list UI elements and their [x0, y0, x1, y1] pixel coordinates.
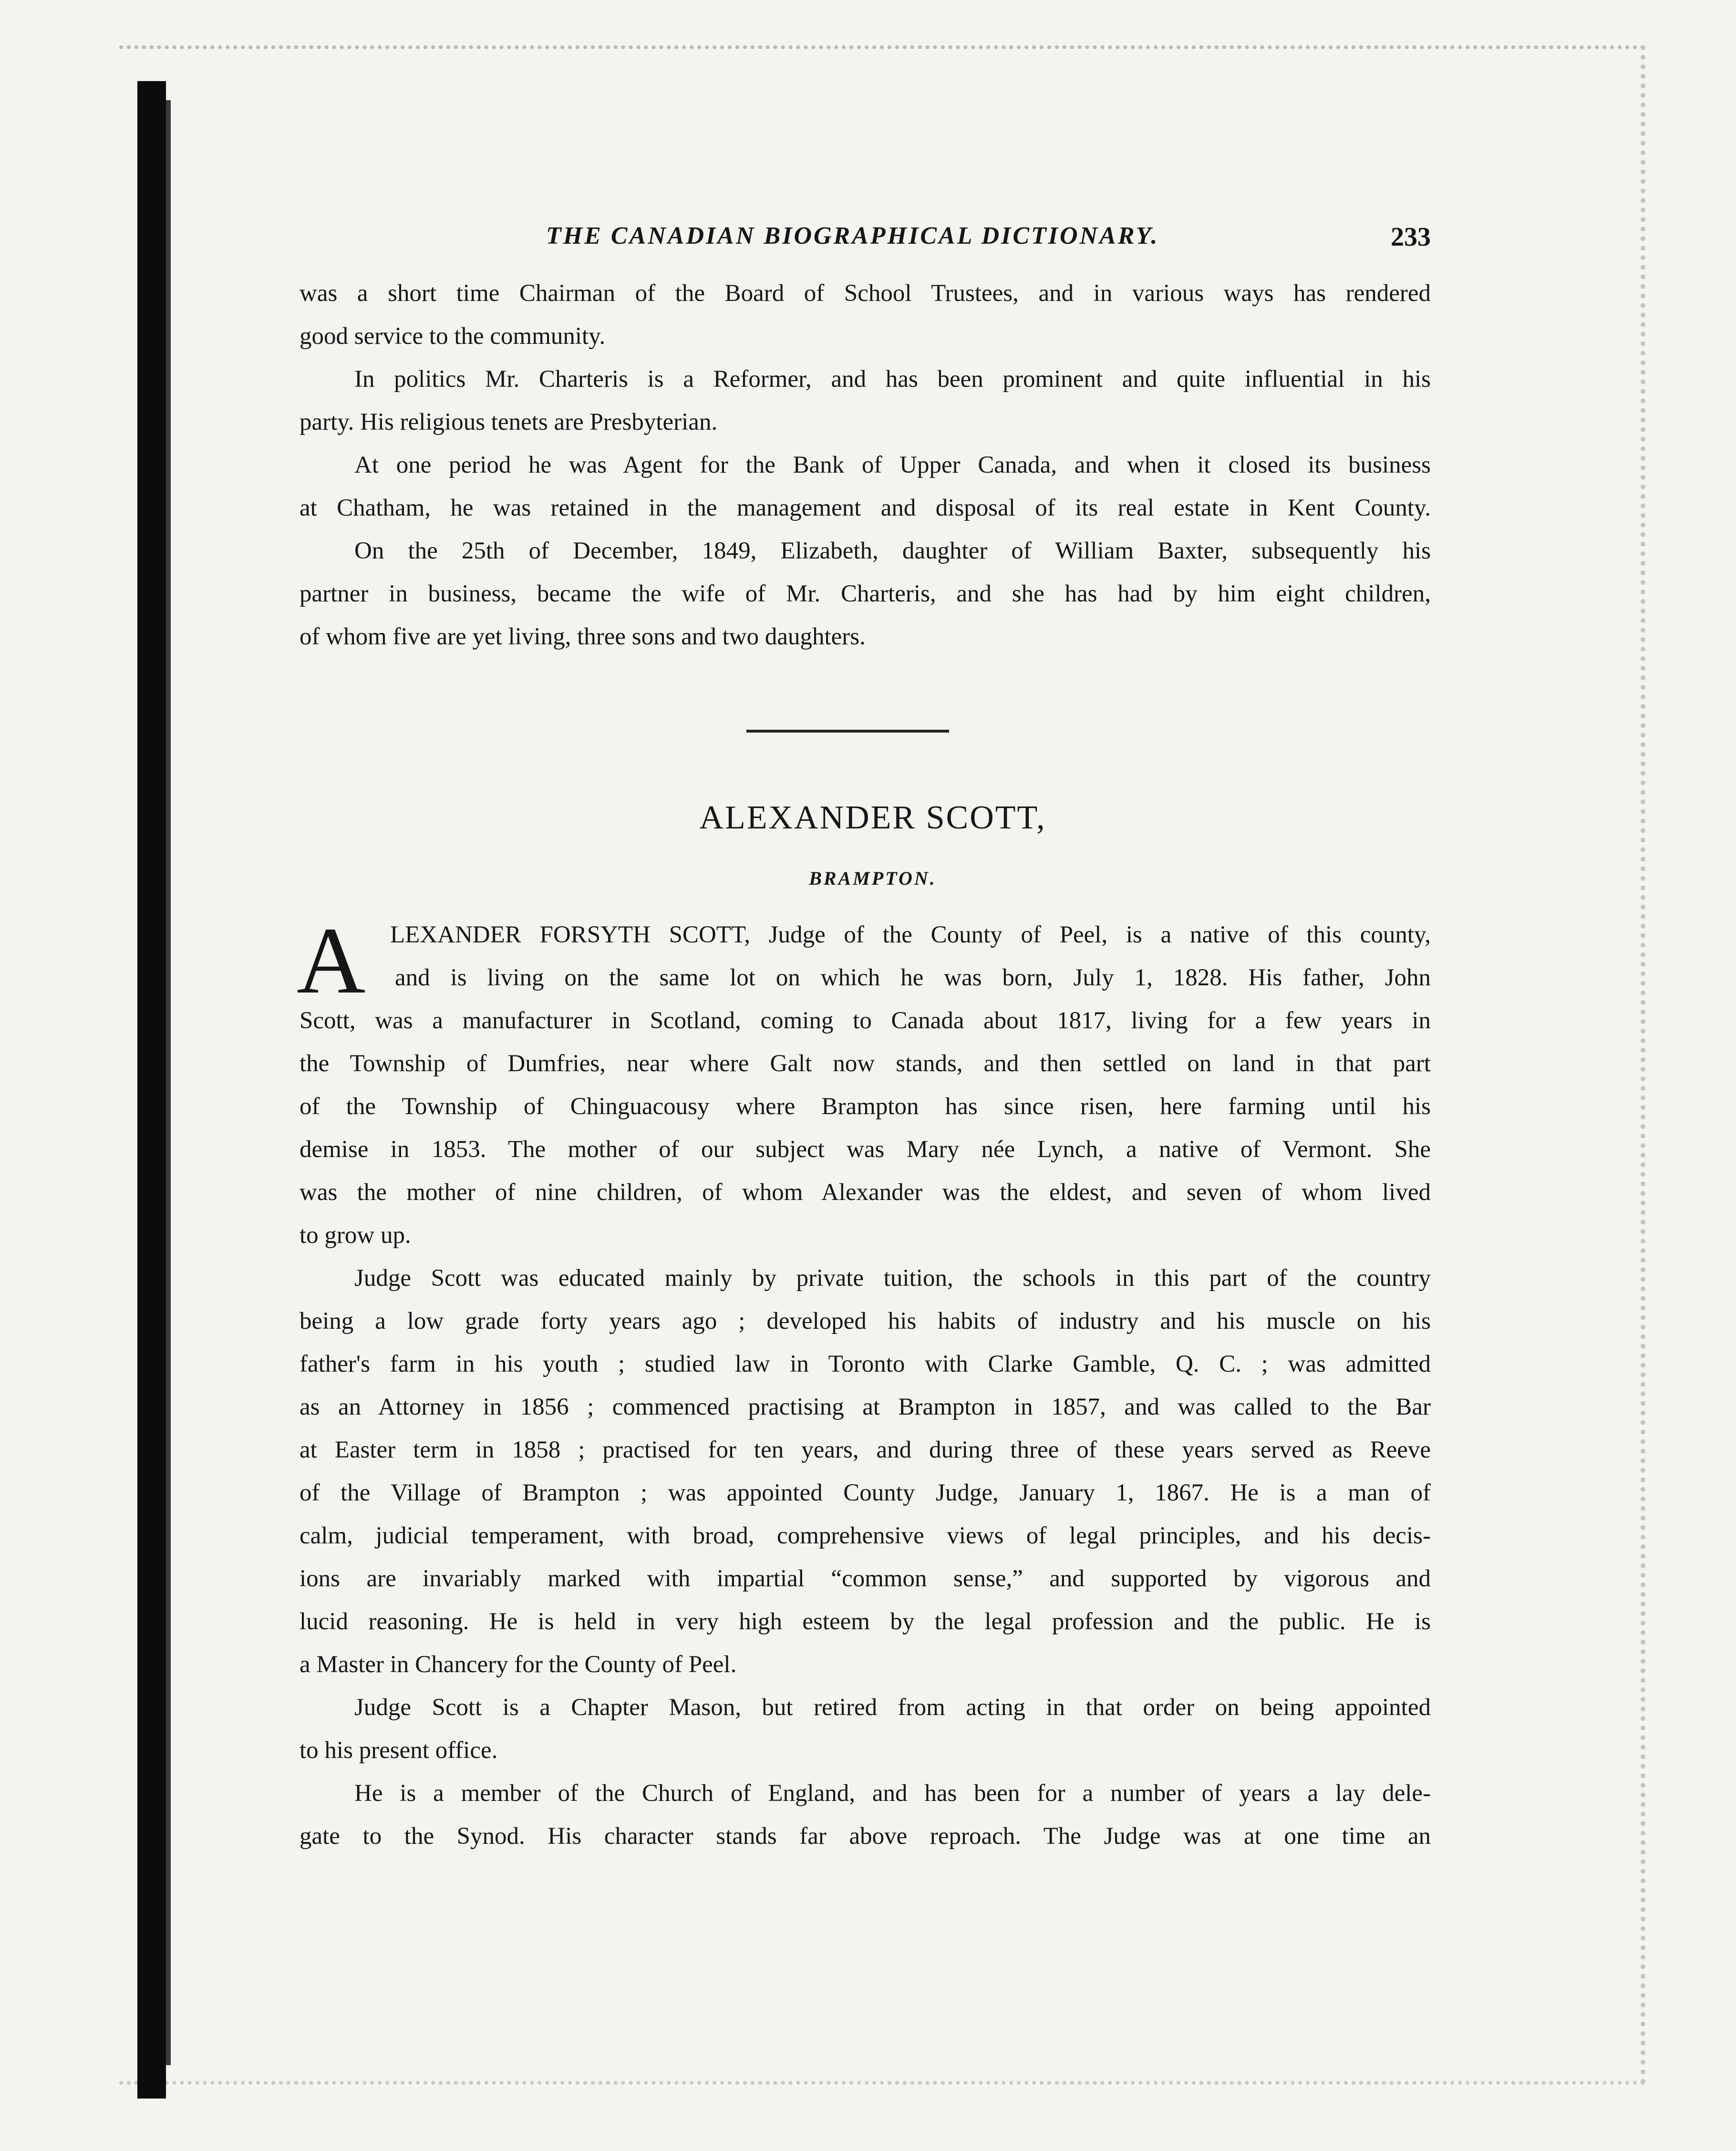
text-line: was the mother of nine children, of whom Alexander was the eldest, and seven of whom lived [300, 1179, 1431, 1206]
text-line: Scott, was a manufacturer in Scotland, coming to Canada about 1817, living for a few years in [300, 1007, 1431, 1034]
text-line: to grow up. [300, 1222, 411, 1249]
text-line: of the Village of Brampton ; was appointed County Judge, January 1, 1867. He is a man of [300, 1479, 1431, 1506]
running-header [546, 222, 1431, 255]
text-line: At one period he was Agent for the Bank of Upper Canada, and when it closed its business [354, 452, 1431, 478]
text-line: father's farm in his youth ; studied law in Toronto with Clarke Gamble, Q. C. ; was admitted [300, 1351, 1431, 1377]
text-line-content: and is living on the same lot on which he was born, July 1, 1828. His father, John [395, 964, 1431, 991]
text-line: gate to the Synod. His character stands far above reproach. The Judge was at one time an [300, 1823, 1431, 1850]
article-heading: ALEXANDER SCOTT, [699, 799, 1046, 836]
running-title: THE CANADIAN BIOGRAPHICAL DICTIONARY. [546, 222, 1159, 249]
text-line: was a short time Chairman of the Board of School Trustees, and in various ways has rendered [300, 280, 1431, 307]
text-line: of whom five are yet living, three sons and two daughters. [300, 623, 866, 650]
text-line: Judge Scott is a Chapter Mason, but retired from acting in that order on being appointed [354, 1694, 1431, 1721]
text-line: On the 25th of December, 1849, Elizabeth, daughter of William Baxter, subsequently his [354, 538, 1431, 564]
text-line: the Township of Dumfries, near where Galt now stands, and then settled on land in that part [300, 1050, 1431, 1077]
text-line [390, 956, 1431, 999]
text-line: partner in business, became the wife of Mr. Charteris, and she has had by him eight children, [300, 580, 1431, 607]
text-line: Judge Scott was educated mainly by private tuition, the schools in this part of the country [354, 1265, 1431, 1292]
text-line: at Easter term in 1858 ; practised for ten years, and during three of these years served as Reeve [300, 1437, 1431, 1463]
text-line: calm, judicial temperament, with broad, comprehensive views of legal principles, and his decis- [300, 1522, 1431, 1549]
text-line: He is a member of the Church of England, and has been for a number of years a lay dele- [354, 1780, 1431, 1807]
text-line: good service to the community. [300, 323, 606, 350]
text-line: ions are invariably marked with impartial “common sense,” and supported by vigorous and [300, 1565, 1431, 1592]
text-line: as an Attorney in 1856 ; commenced practising at Brampton in 1857, and was called to the Bar [300, 1394, 1431, 1420]
text-line: lucid reasoning. He is held in very high esteem by the legal profession and the public. He is [300, 1608, 1431, 1635]
article-place: BRAMPTON. [809, 868, 937, 889]
text-line: to his present office. [300, 1737, 498, 1764]
drop-cap: A [297, 908, 366, 1013]
text-line: being a low grade forty years ago ; developed his habits of industry and his muscle on his [300, 1308, 1431, 1334]
text-line: of the Township of Chinguacousy where Brampton has since risen, here farming until his [300, 1093, 1431, 1120]
binding-shadow [137, 81, 166, 2099]
text-line: In politics Mr. Charteris is a Reformer, and has been prominent and quite influential in his [354, 366, 1431, 393]
text-line: at Chatham, he was retained in the management and disposal of its real estate in Kent County. [300, 495, 1431, 521]
text-line: a Master in Chancery for the County of Peel. [300, 1651, 737, 1678]
text-line: LEXANDER FORSYTH SCOTT, Judge of the County of Peel, is a native of this county, [390, 921, 1431, 948]
text-line: demise in 1853. The mother of our subject was Mary née Lynch, a native of Vermont. She [300, 1136, 1431, 1163]
text-line: party. His religious tenets are Presbyterian. [300, 409, 718, 435]
page-number: 233 [1391, 222, 1431, 252]
section-divider [746, 730, 949, 733]
